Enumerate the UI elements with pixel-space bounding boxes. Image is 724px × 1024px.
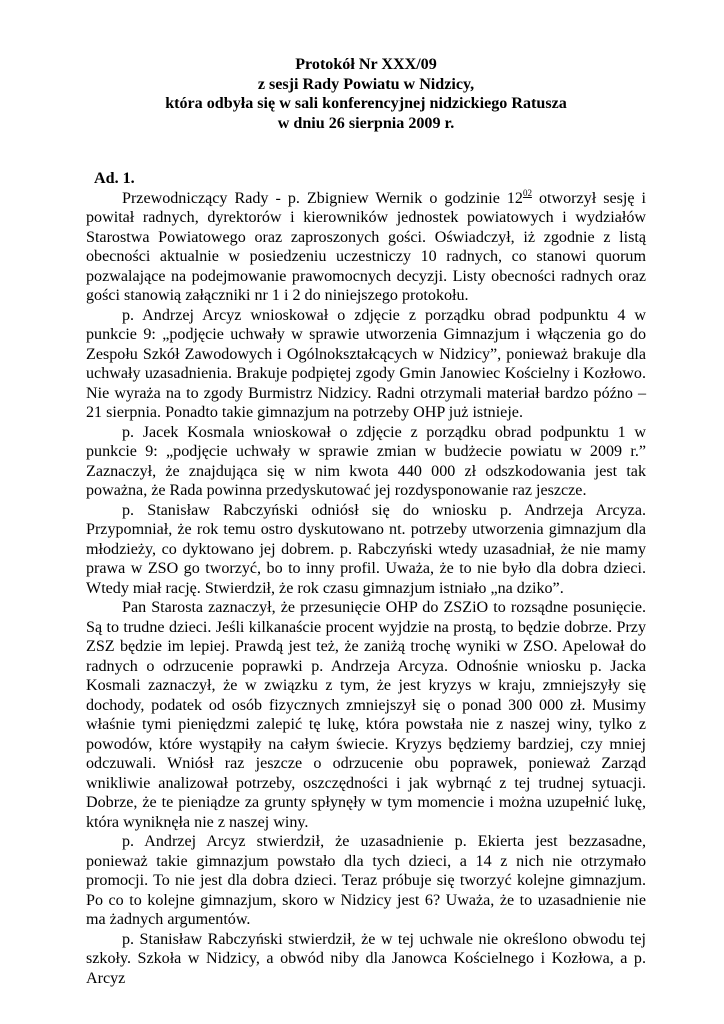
paragraph: p. Stanisław Rabczyński odniósł się do wniosku p. Andrzeja Arcyza. Przypomniał, że rok temu ostro dyskutowano nt. potrzeby utworzenia gimnazjum dla młodzieży, co dyktowano jej dobrem. p. Rabczyński wtedy uzasadniał, że nie mamy prawa w ZSO go tworzyć, bo to inny profil. Uważa, że to nie było dla dobra dzieci. Wtedy miał rację. Stwierdził, że rok czasu gimnazjum istniało „na dziko”. [86, 501, 646, 597]
document-page [86, 55, 646, 988]
title-line: w dniu 26 sierpnia 2009 r. [277, 114, 455, 132]
paragraph-opening [86, 189, 646, 306]
paragraph: p. Andrzej Arcyz wnioskował o zdjęcie z porządku obrad podpunktu 4 w punkcie 9: „podjęcie uchwały w sprawie utworzenia Gimnazjum i włączenia go do Zespołu Szkół Zawodowych i Ogólnokształcących w Nidzicy”, ponieważ brakuje dla uchwały uzasadnienia. Brakuje podpiętej zgody Gmin Janowiec Kościelny i Kozłowo. Nie wyraża na to zgody Burmistrz Nidzicy. Radni otrzymali materiał bardzo późno – 21 sierpnia. Ponadto takie gimnazjum na potrzeby OHP już istnieje. [86, 306, 646, 421]
paragraph: p. Andrzej Arcyz stwierdził, że uzasadnienie p. Ekierta jest bezzasadne, ponieważ takie gimnazjum powstało dla tych dzieci, a 14 z nich nie otrzymało promocji. To nie jest dla dobra dzieci. Teraz próbuje się tworzyć kolejne gimnazjum. Po co to kolejne gimnazjum, skoro w Nidzicy jest 6? Uważa, że to uzasadnienie nie ma żadnych argumentów. [86, 833, 646, 928]
time-minutes-superscript: 02 [522, 187, 532, 198]
paragraph-text: Przewodniczący Rady - p. Zbigniew Wernik o godzinie 12 [122, 189, 523, 207]
title-line: z sesji Rady Powiatu w Nidzicy, [257, 75, 475, 93]
title-line: która odbyła się w sali konferencyjnej nidzickiego Ratusza [165, 95, 567, 112]
paragraph: Pan Starosta zaznaczył, że przesunięcie OHP do ZSZiO to rozsądne posunięcie. Są to trudne dzieci. Jeśli kilkanaście procent wyjdzie na prostą, to będzie dobrze. Przy ZSZ będzie im lepiej. Prawdą jest też, że zaniżą trochę wyniki w ZSO. Apelował do radnych o odrzucenie poprawki p. Andrzeja Arcyza. Odnośnie wniosku p. Jacka Kosmali zaznaczył, że w związku z tym, że jest kryzys w kraju, zmniejszyły się dochody, podatek od osób fizycznych zmniejszył się o ponad 300 000 zł. Musimy właśnie tymi pieniędzmi zalepić tę lukę, która powstała nie z naszej winy, tylko z powodów, które wystąpiły na całym świecie. Kryzys będziemy bardziej, czy mniej odczuwali. Wniósł raz jeszcze o odrzucenie obu poprawek, ponieważ Zarząd wnikliwie analizował potrzeby, oszczędności i jak wybrnąć z tej trudnej sytuacji. Dobrze, że te pieniądze za grunty spłynęły w tym momencie i można uzupełnić lukę, która wyniknęła nie z naszej winy. [86, 599, 646, 831]
paragraph-last: p. Stanisław Rabczyński stwierdził, że w tej uchwale nie określono obwodu tej szkoły. Szkoła w Nidzicy, a obwód niby dla Janowca Kościelnego i Kozłowa, a p. Arcyz [86, 930, 646, 987]
paragraph-text: otworzył sesję i powitał radnych, dyrektorów i kierowników jednostek powiatowych i wydziałów Starostwa Powiatowego oraz zaproszonych gości. Oświadczył, iż zgodnie z listą obecności aktualnie w posiedzeniu uczestniczy 10 radnych, co stanowi quorum pozwalające na podejmowanie prawomocnych decyzji. Listy obecności radnych oraz gości stanowią załączniki nr 1 i 2 do niniejszego protokołu. [86, 189, 646, 304]
paragraph: p. Jacek Kosmala wnioskował o zdjęcie z porządku obrad podpunktu 1 w punkcie 9: „podjęcie uchwały w sprawie zmian w budżecie powiatu w 2009 r.” Zaznaczył, że znajdująca się w nim kwota 440 000 zł odszkodowania jest tak poważna, że Rada powinna przedyskutować jej rozdysponowanie raz jeszcze. [86, 423, 646, 499]
document-title [86, 55, 646, 133]
title-line: Protokół Nr XXX/09 [295, 56, 437, 73]
section-heading: Ad. 1. [94, 170, 135, 187]
